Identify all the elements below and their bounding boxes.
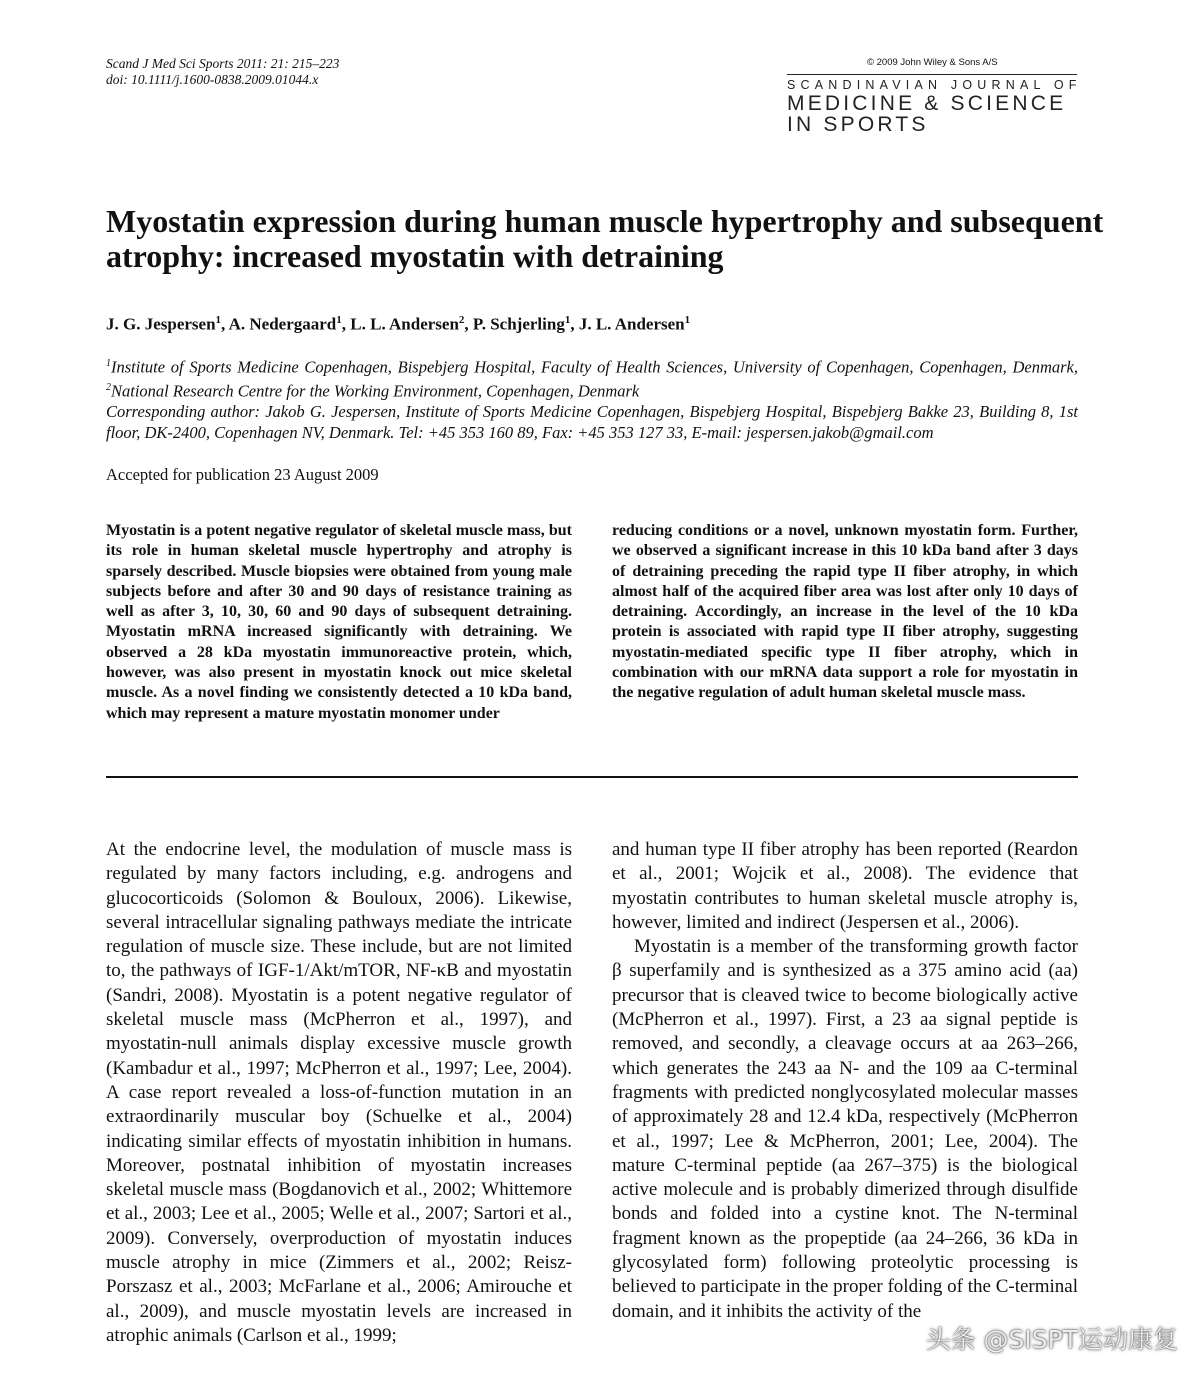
body-paragraph: and human type II fiber atrophy has been reported (Reardon et al., 2001; Wojcik et al., 2008). The evidence that myostatin contributes to human skeletal muscle atrophy is, however, limited and indirect (Jespersen et al., 2006). xyxy=(612,839,1078,933)
affiliation-mark: 1 xyxy=(106,358,111,369)
citation-volume: Scand J Med Sci Sports 2011: 21: 215–223 xyxy=(106,56,340,71)
author-affiliation-mark: 1 xyxy=(684,314,691,326)
corresponding-author: Corresponding author: Jakob G. Jespersen, Institute of Sports Medicine Copenhagen, Bispebjerg Hospital, Bispebjerg Bakke 23, Building 8, 1st floor, DK-2400, Copenhagen NV, Denmark. Tel: +45 353 160 89, Fax: +45 353 127 33, E-mail: jespersen.jakob@gmail.com xyxy=(106,402,1078,442)
author-affiliation-mark: 1 xyxy=(215,314,222,326)
affiliation-2: National Research Centre for the Working Environment, Copenhagen, Denmark xyxy=(111,381,640,401)
watermark: 头条 @SISPT运动康复 xyxy=(925,1325,1178,1354)
author-name: J. L. Andersen xyxy=(578,314,685,334)
accepted-date: Accepted for publication 23 August 2009 xyxy=(106,465,379,484)
body-right-column xyxy=(612,838,1078,1324)
author-affiliation-mark: 1 xyxy=(564,314,571,326)
body-left-column xyxy=(106,838,572,1348)
affiliation-mark: 2 xyxy=(106,382,111,393)
author-list: J. G. Jespersen$^1$, A. Nedergaard$^1$, L. L. Andersen$^2$, P. Schjerling$^1$, J. L. Andersen$^1$ xyxy=(106,314,691,334)
abstract-right-column: reducing conditions or a novel, unknown myostatin form. Further, we observed a significant increase in this 10 kDa band after 3 days of detraining preceding the rapid type II fiber atrophy, in which almost half of the acquired fiber area was lost after only 10 days of detraining. Accordingly, an increase in the level of the 10 kDa protein is associated with rapid type II fiber atrophy, suggesting myostatin-mediated specific type II fiber atrophy, which in combination with our mRNA data support a role for myostatin in the negative regulation of adult human skeletal muscle mass. xyxy=(612,522,1078,702)
body-paragraph: Myostatin is a member of the transforming growth factor β superfamily and is synthesized as a 375 amino acid (aa) precursor that is cleaved twice to become biologically active (McPherron et al., 1997). First, a 23 aa signal peptide is removed, and secondly, a cleavage occurs at aa 263–266, which generates the 243 aa N- and the 109 aa C-terminal fragments with predicted nonglycosylated molecular masses of approximately 28 and 12.4 kDa, respectively (McPherron et al., 1997; Lee & McPherron, 2001; Lee, 2004). The mature C-terminal peptide (aa 267–375) is the biological active molecule and is probably dimerized through disulfide bonds and folded into a cystine knot. The N-terminal fragment known as the propeptide (aa 24–266, 36 kDa in glycosylated form) following proteolytic processing is believed to participate in the proper folding of the C-terminal domain, and it inhibits the activity of the xyxy=(612,936,1078,1322)
section-divider xyxy=(106,776,1078,778)
author-name: J. G. Jespersen xyxy=(106,314,216,334)
author-name: L. L. Andersen xyxy=(350,314,459,334)
citation-doi[interactable]: doi: 10.1111/j.1600-0838.2009.01044.x xyxy=(106,72,319,87)
author-name: P. Schjerling xyxy=(472,314,565,334)
affiliations xyxy=(106,354,1078,443)
author-affiliation-mark: 2 xyxy=(458,314,465,326)
journal-logo xyxy=(787,78,1082,135)
author-name: A. Nedergaard xyxy=(228,314,337,334)
affiliation-block xyxy=(106,354,1078,402)
author-affiliation-mark: 1 xyxy=(336,314,342,326)
abstract-left-column: Myostatin is a potent negative regulator of skeletal muscle mass, but its role in human skeletal muscle hypertrophy and atrophy is sparsely described. Muscle biopsies were obtained from young male subjects before and after 30 and 90 days of resistance training as well as after 3, 10, 30, 60 and 90 days of subsequent detraining. Myostatin mRNA increased significantly with detraining. We observed a 28 kDa myostatin immunoreactive protein, which, however, was also present in myostatin knock out mice skeletal muscle. As a novel finding we consistently detected a 10 kDa band, which may represent a mature myostatin monomer under xyxy=(106,522,572,722)
affiliation-1: Institute of Sports Medicine Copenhagen, Bispebjerg Hospital, Faculty of Health Sciences, University of Copenhagen, Copenhagen, Denmark, xyxy=(111,357,1078,377)
article-title: Myostatin expression during human muscle hypertrophy and subsequent atrophy: increased myostatin with detraining xyxy=(106,203,1104,274)
journal-name-line1: SCANDINAVIAN JOURNAL OF xyxy=(787,78,1082,92)
body-paragraph: At the endocrine level, the modulation of muscle mass is regulated by many factors including, e.g. androgens and glucocorticoids (Solomon & Bouloux, 2006). Likewise, several intracellular signaling pathways mediate the intricate regulation of muscle size. These include, but are not limited to, the pathways of IGF-1/Akt/mTOR, NF-κB and myostatin (Sandri, 2008). Myostatin is a potent negative regulator of skeletal muscle mass (McPherron et al., 1997), and myostatin-null animals display excessive muscle growth (Kambadur et al., 1997; McPherron et al., 1997; Lee, 2004). A case report revealed a loss-of-function mutation in an extraordinarily muscular boy (Schuelke et al., 2004) indicating similar effects of myostatin inhibition in humans. Moreover, postnatal inhibition of myostatin increases skeletal muscle mass (Bogdanovich et al., 2002; Whittemore et al., 2003; Lee et al., 2005; Welle et al., 2007; Sartori et al., 2009). Conversely, overproduction of myostatin induces muscle atrophy in mice (Zimmers et al., 2002; Reisz-Porszasz et al., 2003; McFarlane et al., 2006; Amirouche et al., 2009), and muscle myostatin levels are increased in atrophic animals (Carlson et al., 1999; xyxy=(106,839,572,1346)
journal-name-line2: MEDICINE & SCIENCE xyxy=(787,92,1067,115)
copyright-notice: © 2009 John Wiley & Sons A/S xyxy=(867,57,998,68)
journal-name-line3: IN SPORTS xyxy=(787,113,929,136)
journal-citation xyxy=(106,56,339,88)
journal-rule xyxy=(787,74,1077,75)
